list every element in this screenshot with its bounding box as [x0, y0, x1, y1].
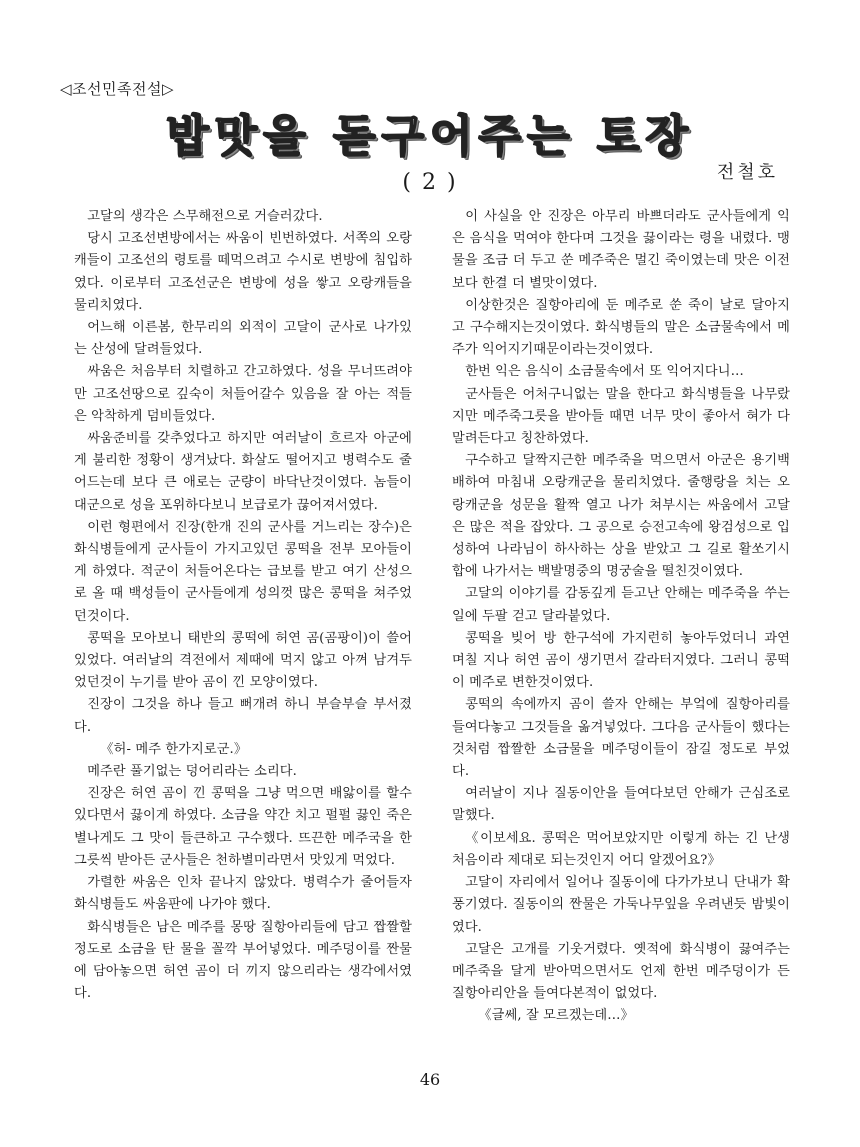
paragraph: 당시 고조선변방에서는 싸움이 빈번하였다. 서쪽의 오랑캐들이 고조선의 령토를 떼먹으려고 수시로 변방에 침입하였다. 이로부터 고조선군은 변방에 성을 쌓고 오랑캐들을 물리치였다.: [74, 231, 412, 313]
paragraph: 콩떡을 빚어 방 한구석에 가지런히 놓아두었더니 과연 며칠 지나 허연 곰이 생기면서 갈라터지였다. 그러니 콩떡이 메주로 변한것이였다.: [452, 630, 790, 691]
paragraph: 군사들은 어처구니없는 말을 한다고 화식병들을 나무랐지만 메주죽그릇을 받아들 때면 너무 맛이 좋아서 혀가 다 말려든다고 칭찬하였다.: [452, 386, 790, 447]
paragraph: 싸움은 처음부터 치렬하고 간고하였다. 성을 무너뜨려야만 고조선땅으로 깊숙이 처들어갈수 있음을 잘 아는 적들은 악착하게 덤비들었다.: [74, 364, 412, 424]
series-label: ◁조선민족전설▷: [60, 80, 175, 98]
paragraph: 《허- 메주 한가지로군.》: [100, 741, 248, 757]
part-number: ( 2 ): [402, 170, 458, 195]
paragraph: 콩떡을 모아보니 태반의 콩떡에 허연 곰(곰팡이)이 쓸어있었다. 여러날의 격전에서 제때에 먹지 않고 아껴 남겨두었던것이 누기를 받아 곰이 낀 모양이였다.: [74, 630, 412, 691]
page-number: 46: [419, 1070, 441, 1089]
paragraph: 《글쎄, 잘 모르겠는데…》: [478, 1008, 634, 1024]
paragraph: 《이보세요. 콩떡은 먹어보았지만 이렇게 하는 긴 난생 처음이라 제대로 되는것인지 어디 알겠어요?》: [452, 830, 790, 868]
paragraph: 이런 형편에서 진장(한개 진의 군사를 거느리는 장수)은 화식병들에게 군사들이 가지고있던 콩떡을 전부 모아들이게 하였다. 적군이 처들어온다는 급보를 받고 여기 산성으로 올 때 백성들이 군사들에게 성의껏 많은 콩떡을 쳐주었던것이다.: [74, 519, 412, 624]
paragraph: 화식병들은 남은 메주를 몽땅 질항아리들에 담고 짭짤할 정도로 소금을 탄 물을 꼴깍 부어넣었다. 메주덩이를 짠물에 담아놓으면 허연 곰이 더 끼지 않으리라는 생각에서였다.: [74, 919, 412, 1002]
story-title: 밥맛을 돋구어주는 토장: [166, 111, 694, 162]
paragraph: 진장이 그것을 하나 들고 뻐개려 하니 부슬부슬 부서졌다.: [74, 697, 412, 735]
paragraph: 고달의 이야기를 감동깊게 듣고난 안해는 메주죽을 쑤는 일에 두팔 걷고 달라붙었다.: [452, 586, 790, 624]
paragraph: 메주란 풀기없는 덩어리라는 소리다.: [87, 764, 297, 780]
paragraph: 진장은 허연 곰이 낀 콩떡을 그냥 먹으면 배앓이를 할수 있다면서 끓이게 하였다. 소금을 약간 치고 펄펄 끓인 죽은 별나게도 그 맛이 들큰하고 구수했다. 뜨끈한 메주국을 한그릇씩 받아든 군사들은 천하별미라면서 맛있게 먹었다.: [74, 786, 412, 868]
paragraph: 한번 익은 음식이 소금물속에서 또 익어지다니…: [465, 364, 744, 380]
paragraph: 고달이 자리에서 일어나 질동이에 다가가보니 단내가 확 풍기였다. 질동이의 짠물은 가둑나무잎을 우려낸듯 밤빛이였다.: [452, 875, 790, 935]
paragraph: 이상한것은 질항아리에 둔 메주로 쑨 죽이 날로 달아지고 구수해지는것이였다. 화식병들의 말은 소금물속에서 메주가 익어지기때문이라는것이였다.: [452, 297, 790, 358]
paragraph: 고달은 고개를 기웃거렸다. 옛적에 화식병이 끓여주는 메주죽을 달게 받아먹으면서도 언제 한번 메주덩이가 든 질항아리안을 들여다본적이 없었다.: [452, 941, 790, 1002]
left-column: [74, 206, 412, 1005]
right-column: [452, 206, 790, 1028]
paragraph: 싸움준비를 갖추었다고 하지만 여러날이 흐르자 아군에게 불리한 정황이 생겨났다. 화살도 떨어지고 병력수도 줄어드는데 보다 큰 애로는 군량이 바닥난것이였다. 놈들이 대군으로 성을 포위하다보니 보급로가 끊어져서였다.: [74, 431, 412, 513]
paragraph: 콩떡의 속에까지 곰이 쓸자 안해는 부엌에 질항아리를 들여다놓고 그것들을 옮겨넣었다. 그다음 군사들이 했다는것처럼 짭짤한 소금물을 메주덩이들이 잠길 정도로 부었다.: [452, 697, 790, 780]
paragraph: 고달의 생각은 스무해전으로 거슬러갔다.: [87, 209, 323, 224]
paragraph: 어느해 이른봄, 한무리의 외적이 고달이 군사로 나가있는 산성에 달려들었다.: [74, 320, 412, 358]
paragraph: 가렬한 싸움은 인차 끝나지 않았다. 병력수가 줄어들자 화식병들도 싸움판에 나가야 했다.: [74, 875, 412, 913]
paragraph: 여러날이 지나 질동이안을 들여다보던 안해가 근심조로 말했다.: [452, 786, 790, 824]
paragraph: 이 사실을 안 진장은 아무리 바쁘더라도 군사들에게 익은 음식을 먹여야 한다며 그것을 끓이라는 령을 내렸다. 맹물을 조금 더 두고 쑨 메주죽은 멀긴 죽이였는데 맛은 이전보다 한결 더 별맛이였다.: [452, 209, 790, 291]
author-name: 전철호: [716, 162, 778, 183]
paragraph: 구수하고 달짝지근한 메주죽을 먹으면서 아군은 용기백배하여 마침내 오랑캐군을 물리치였다. 줄행랑을 치는 오랑캐군을 성문을 활짝 열고 나가 쳐부시는 싸움에서 고달은 많은 적을 잡았다. 그 공으로 승전고속에 왕검성으로 입성하여 나라님이 하사하는 상을 받았고 그 길로 활쏘기시합에 나가서는 백발명중의 명궁술을 떨친것이였다.: [452, 453, 790, 580]
